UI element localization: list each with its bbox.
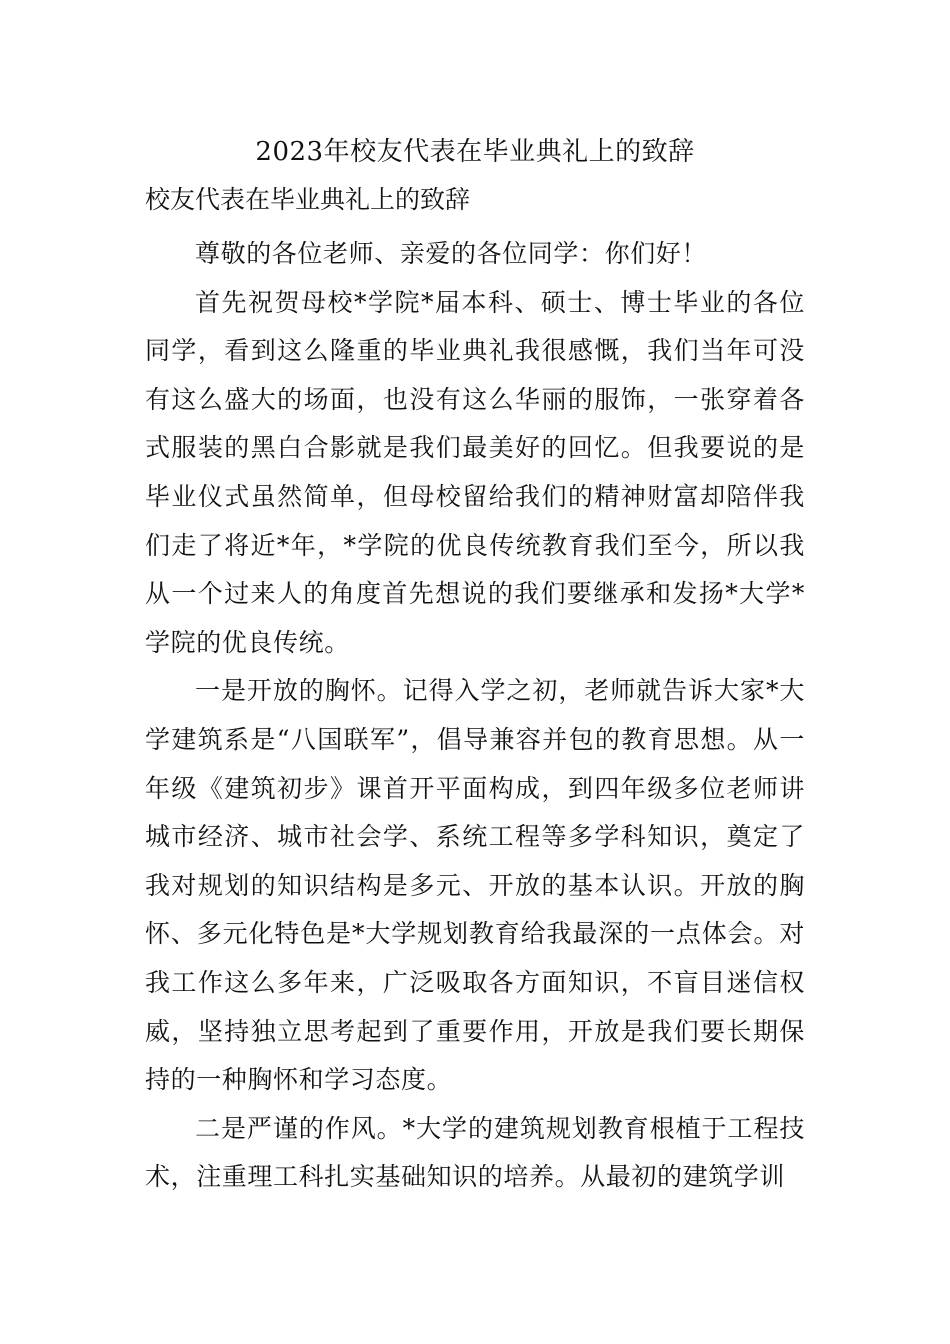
paragraph-open-mind: 一是开放的胸怀。记得入学之初，老师就告诉大家*大学建筑系是“八国联军”，倡导兼容并包的教育思想。从一年级《建筑初步》课首开平面构成，到四年级多位老师讲城市经济、城市社会学、系统工程等多学科知识，奠定了我对规划的知识结构是多元、开放的基本认识。开放的胸怀、多元化特色是*大学规划教育给我最深的一点体会。对我工作这么多年来，广泛吸取各方面知识，不盲目迷信权威，坚持独立思考起到了重要作用，开放是我们要长期保持的一种胸怀和学习态度。: [145, 676, 805, 1095]
document-subtitle: 校友代表在毕业典礼上的致辞: [145, 185, 471, 214]
paragraph-greeting: 尊敬的各位老师、亲爱的各位同学：你们好！: [195, 239, 708, 268]
document-body: [145, 128, 805, 1202]
paragraph-congratulations: 首先祝贺母校*学院*届本科、硕士、博士毕业的各位同学，看到这么隆重的毕业典礼我很感慨，我们当年可没有这么盛大的场面，也没有这么华丽的服饰，一张穿着各式服装的黑白合影就是我们最美好的回忆。但我要说的是毕业仪式虽然简单，但母校留给我们的精神财富却陪伴我们走了将近*年，*学院的优良传统教育我们至今，所以我从一个过来人的角度首先想说的我们要继承和发扬*大学*学院的优良传统。: [145, 287, 805, 657]
document-title: 2023年校友代表在毕业典礼上的致辞: [255, 137, 695, 167]
paragraph-rigorous-style: 二是严谨的作风。*大学的建筑规划教育根植于工程技术，注重理工科扎实基础知识的培养。从最初的建筑学训: [145, 1113, 805, 1192]
